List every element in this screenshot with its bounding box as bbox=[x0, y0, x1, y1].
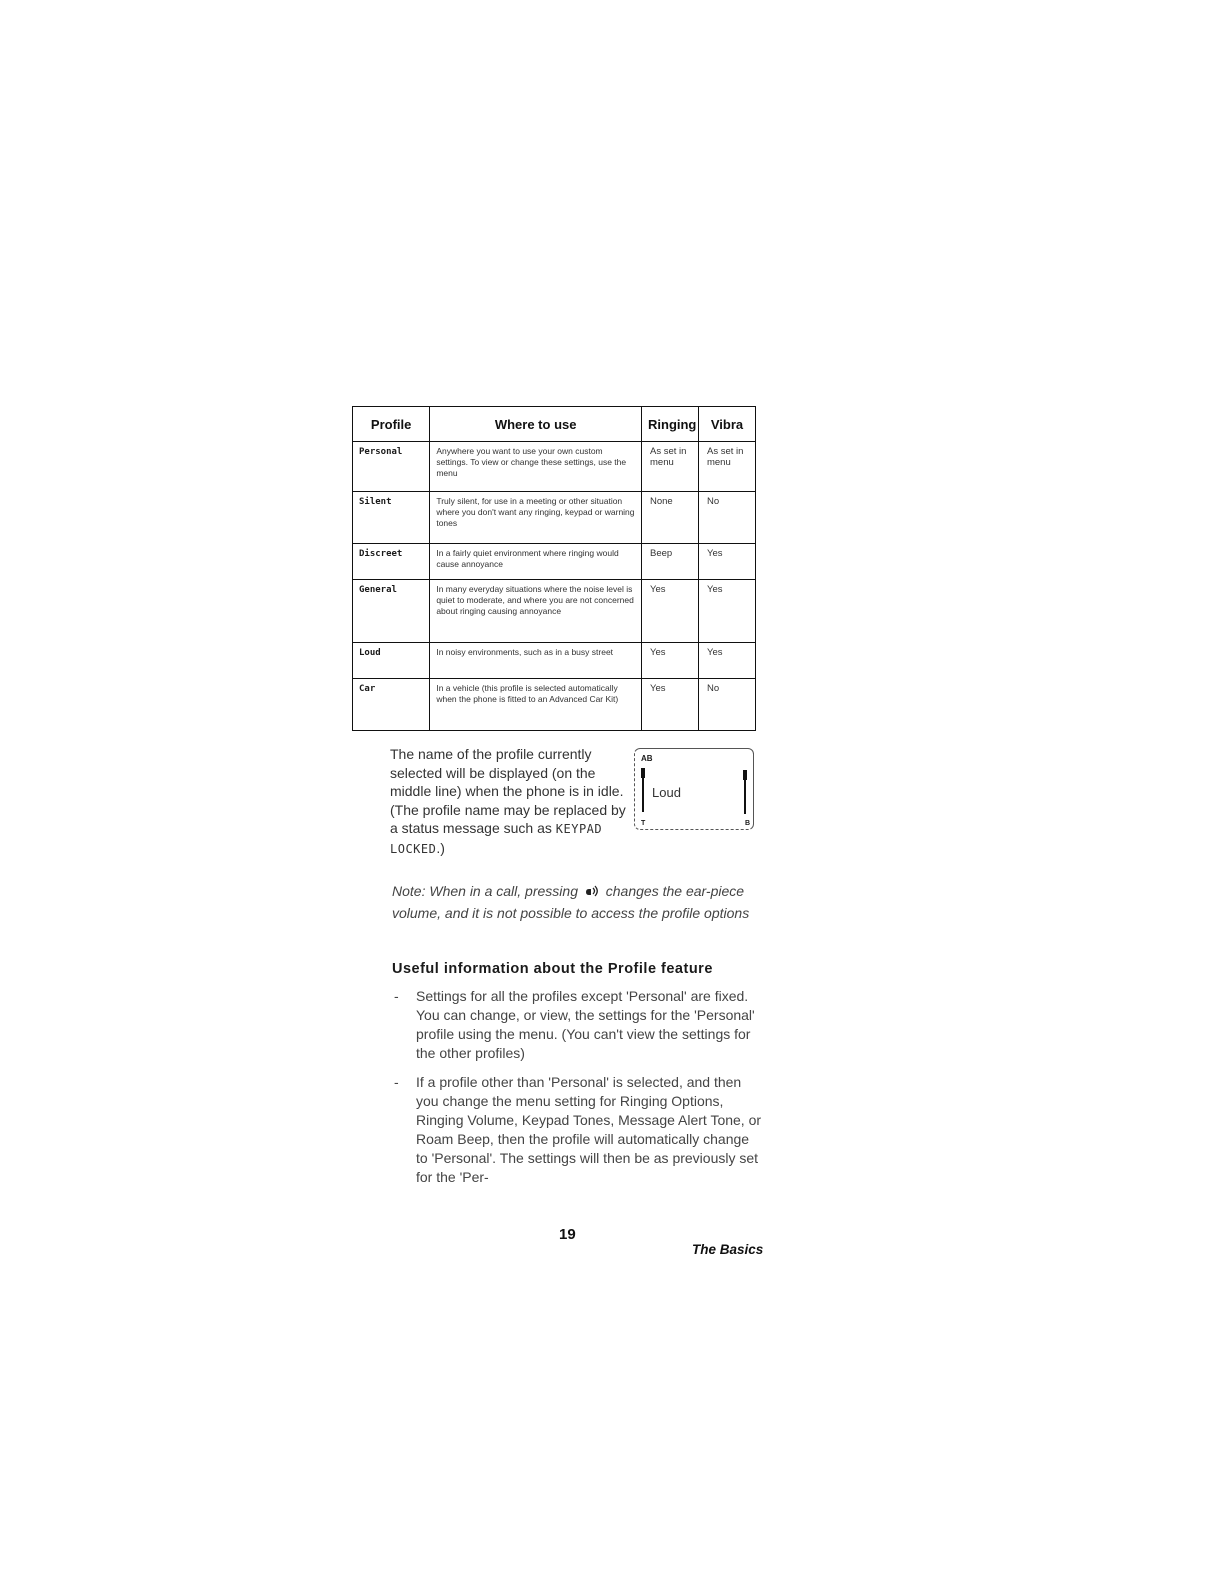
table-row bbox=[353, 679, 756, 731]
table-row bbox=[353, 544, 756, 580]
profile-vibra: Yes bbox=[698, 580, 755, 643]
profile-where: Truly silent, for use in a meeting or other situation where you don't want any ringing, keypad or warning tones bbox=[430, 492, 642, 544]
table-row bbox=[353, 442, 756, 492]
header-ringing: Ringing bbox=[642, 407, 699, 442]
profile-name: Personal bbox=[353, 442, 430, 492]
section-heading: Useful information about the Profile feature bbox=[392, 961, 713, 977]
profile-vibra: Yes bbox=[698, 544, 755, 580]
list-item-text: Settings for all the profiles except 'Personal' are fixed. You can change, or view, the settings for the 'Personal' profile using the menu. (You can't view the settings for the other profiles) bbox=[416, 988, 755, 1061]
display-bottom-left-label: T bbox=[641, 820, 646, 827]
table-header-row bbox=[353, 407, 756, 442]
keypad-locked-message: KEYPAD LOCKED bbox=[390, 822, 603, 856]
display-text-after: .) bbox=[436, 839, 445, 856]
profile-name: General bbox=[353, 580, 430, 643]
profile-ringing: None bbox=[642, 492, 699, 544]
profile-where: Anywhere you want to use your own custom settings. To view or change these settings, use the menu bbox=[430, 442, 642, 492]
note-text-before: Note: When in a call, pressing bbox=[392, 883, 578, 899]
profile-name: Silent bbox=[353, 492, 430, 544]
profile-where: In a vehicle (this profile is selected automatically when the phone is fitted to an Advanced Car Kit) bbox=[430, 679, 642, 731]
table-row bbox=[353, 580, 756, 643]
display-explanation bbox=[390, 745, 630, 858]
display-profile-name: Loud bbox=[652, 785, 681, 800]
profile-ringing: Yes bbox=[642, 679, 699, 731]
list-item-text: If a profile other than 'Personal' is selected, and then you change the menu setting for Ringing Options, Ringing Volume, Keypad Tones, Message Alert Tone, or Roam Beep, then the profile will automatically change to 'Personal'. The settings will then be as previously set for the 'Per- bbox=[416, 1074, 762, 1185]
profile-vibra: Yes bbox=[698, 643, 755, 679]
bullet-marker: - bbox=[394, 1074, 399, 1090]
profile-vibra: No bbox=[698, 679, 755, 731]
signal-strength-icon bbox=[642, 768, 644, 812]
profile-ringing: As set in menu bbox=[642, 442, 699, 492]
battery-level-icon bbox=[744, 770, 746, 814]
profile-table bbox=[352, 406, 756, 731]
table-row bbox=[353, 492, 756, 544]
list-item bbox=[392, 1073, 762, 1187]
profile-vibra: No bbox=[698, 492, 755, 544]
bullet-marker: - bbox=[394, 988, 399, 1004]
list-item bbox=[392, 987, 762, 1063]
profile-ringing: Beep bbox=[642, 544, 699, 580]
note-text-after: changes the ear-piece volume, and it is not possible to access the profile options bbox=[392, 883, 750, 921]
header-vibra: Vibra bbox=[698, 407, 755, 442]
page-number: 19 bbox=[559, 1226, 576, 1243]
display-top-label: AB bbox=[641, 754, 653, 763]
profile-where: In many everyday situations where the noise level is quiet to moderate, and where you are not concerned about ringing causing annoyance bbox=[430, 580, 642, 643]
profile-ringing: Yes bbox=[642, 580, 699, 643]
profile-vibra: As set in menu bbox=[698, 442, 755, 492]
useful-info-list bbox=[392, 987, 762, 1197]
display-bottom-right-label: B bbox=[744, 820, 750, 827]
display-text-before: The name of the profile currently selected will be displayed (on the middle line) when the phone is in idle. (The profile name may be replaced by a status message such as bbox=[390, 746, 626, 836]
note-paragraph bbox=[392, 880, 752, 924]
phone-display-illustration bbox=[634, 748, 754, 830]
chapter-label: The Basics bbox=[692, 1242, 764, 1257]
profile-name: Car bbox=[353, 679, 430, 731]
header-where-to-use: Where to use bbox=[430, 407, 642, 442]
volume-key-icon bbox=[584, 884, 600, 898]
profile-ringing: Yes bbox=[642, 643, 699, 679]
profile-where: In noisy environments, such as in a busy street bbox=[430, 643, 642, 679]
profile-name: Loud bbox=[353, 643, 430, 679]
profile-where: In a fairly quiet environment where ringing would cause annoyance bbox=[430, 544, 642, 580]
header-profile: Profile bbox=[353, 407, 430, 442]
table-row bbox=[353, 643, 756, 679]
profile-name: Discreet bbox=[353, 544, 430, 580]
